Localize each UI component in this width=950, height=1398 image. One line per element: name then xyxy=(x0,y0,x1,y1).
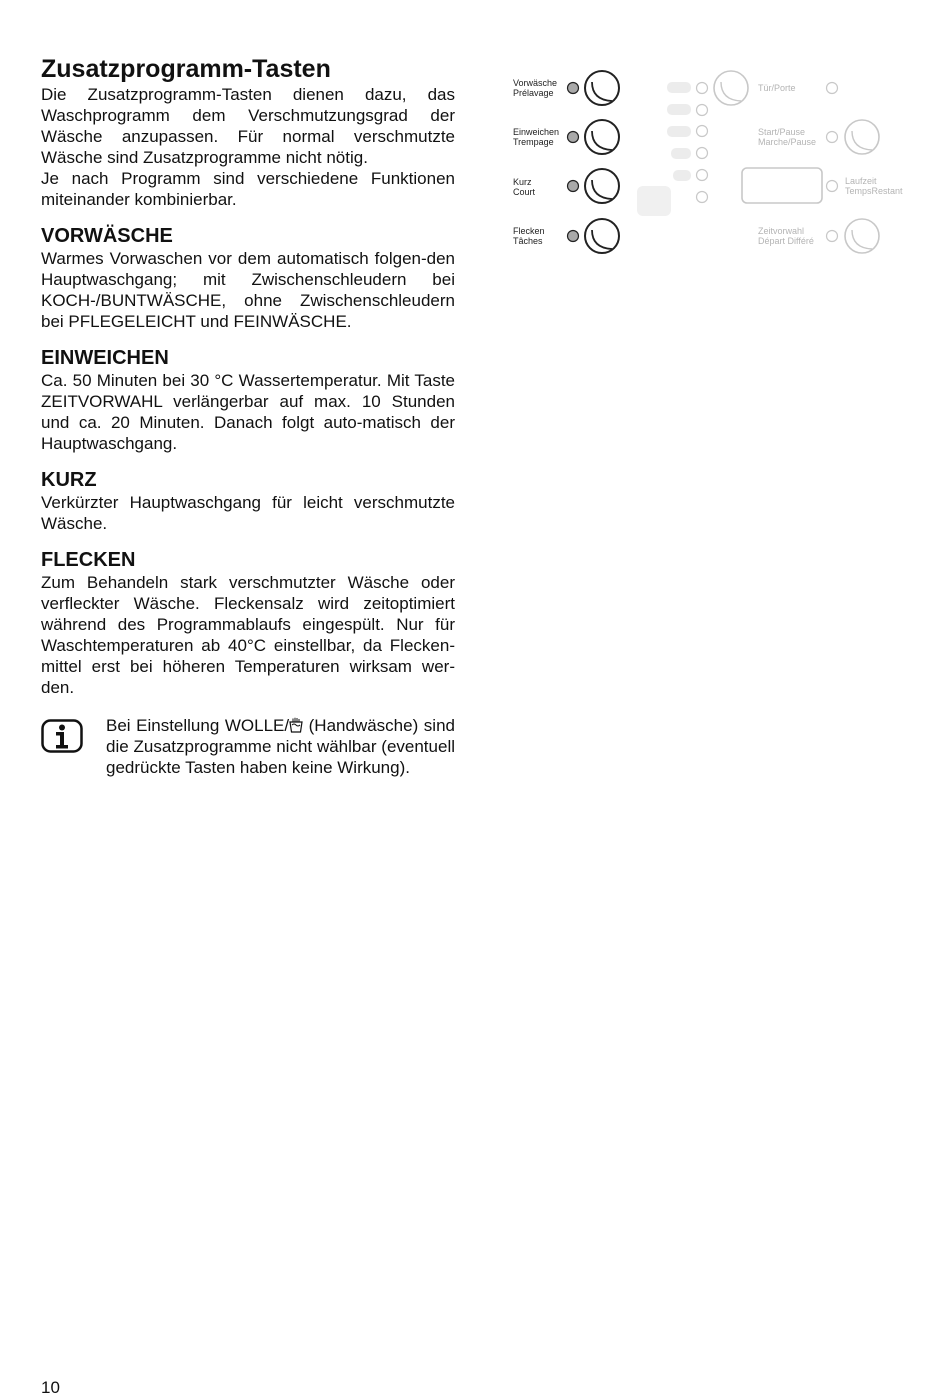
button-row-kurz xyxy=(513,169,619,203)
info-icon xyxy=(41,719,83,753)
label-kurz: Kurz xyxy=(513,177,532,187)
section-heading-flecken: FLECKEN xyxy=(41,549,136,571)
label-taches: Tâches xyxy=(513,236,543,246)
section-text-flecken: Zum Behandeln stark verschmutzter Wäsche oder verfleckter Wäsche. Fleckensalz wird zeitoptimiert während des Programmablaufs eingespült. Nur für Waschtemperaturen ab 40°C einstellbar, da Flecken-mittel erst bei höheren Temperaturen wirksam wer-den. xyxy=(41,573,455,697)
label-flecken: Flecken xyxy=(513,226,545,236)
label-marche-pause: Marche/Pause xyxy=(758,137,817,147)
label-einweichen: Einweichen xyxy=(513,127,560,137)
section-heading-einweichen: EINWEICHEN xyxy=(41,347,169,369)
info-text xyxy=(106,715,455,778)
label-court: Court xyxy=(513,187,536,197)
section-text-einweichen: Ca. 50 Minuten bei 30 °C Wassertemperatur. Mit Taste ZEITVORWAHL verlängerbar auf max. 10 Stunden und ca. 20 Minuten. Danach folgt auto-matisch der Hauptwaschgang. xyxy=(41,371,455,453)
led-vorwaesche xyxy=(568,83,579,94)
control-panel-illustration xyxy=(505,60,915,260)
section-heading-vorwaesche: VORWÄSCHE xyxy=(41,225,173,247)
led-einweichen xyxy=(568,132,579,143)
led-flecken xyxy=(568,231,579,242)
button-row-vorwaesche xyxy=(513,71,619,105)
hand-wash-icon xyxy=(289,717,303,733)
page-number: 10 xyxy=(41,1378,60,1397)
label-depart-differe: Départ Différé xyxy=(758,236,814,246)
led-kurz xyxy=(568,181,579,192)
info-note xyxy=(41,715,455,778)
intro-paragraph: Die Zusatzprogramm-Tasten dienen dazu, das Waschprogramm dem Verschmutzungsgrad der Wäsche anzupassen. Für normal verschmutzte Wäsche sind Zusatzprogramme nicht nötig. xyxy=(41,85,455,167)
info-text-before: Bei Einstellung WOLLE/ xyxy=(106,716,290,735)
section-text-vorwaesche: Warmes Vorwaschen vor dem automatisch folgen-den Hauptwaschgang; mit Zwischenschleudern bei KOCH-/BUNTWÄSCHE, ohne Zwischenschleudern bei PFLEGELEICHT und FEINWÄSCHE. xyxy=(41,249,455,331)
label-vorwaesche: Vorwäsche xyxy=(513,78,558,88)
section-heading-kurz: KURZ xyxy=(41,469,97,491)
section-text-kurz: Verkürzter Hauptwaschgang für leicht verschmutzte Wäsche. xyxy=(41,493,455,533)
label-temps-restant: TempsRestant xyxy=(845,186,903,196)
label-prelavage: Prélavage xyxy=(513,88,554,98)
text-column xyxy=(41,54,455,795)
label-zeitvorwahl: Zeitvorwahl xyxy=(758,226,805,236)
button-row-flecken xyxy=(513,219,619,253)
label-laufzeit: Laufzeit xyxy=(845,176,877,186)
label-start-pause: Start/Pause xyxy=(758,127,806,137)
page-title: Zusatzprogramm-Tasten xyxy=(41,55,331,83)
button-row-einweichen xyxy=(513,120,619,154)
info-text-after: (Handwäsche) sind die Zusatzprogramme nicht wählbar (eventuell gedrückte Tasten haben keine Wirkung). xyxy=(106,716,455,777)
intro-paragraph-2: Je nach Programm sind verschiedene Funktionen miteinander kombinierbar. xyxy=(41,169,455,209)
label-trempage: Trempage xyxy=(513,137,554,147)
label-tuer-porte: Tür/Porte xyxy=(758,83,796,93)
